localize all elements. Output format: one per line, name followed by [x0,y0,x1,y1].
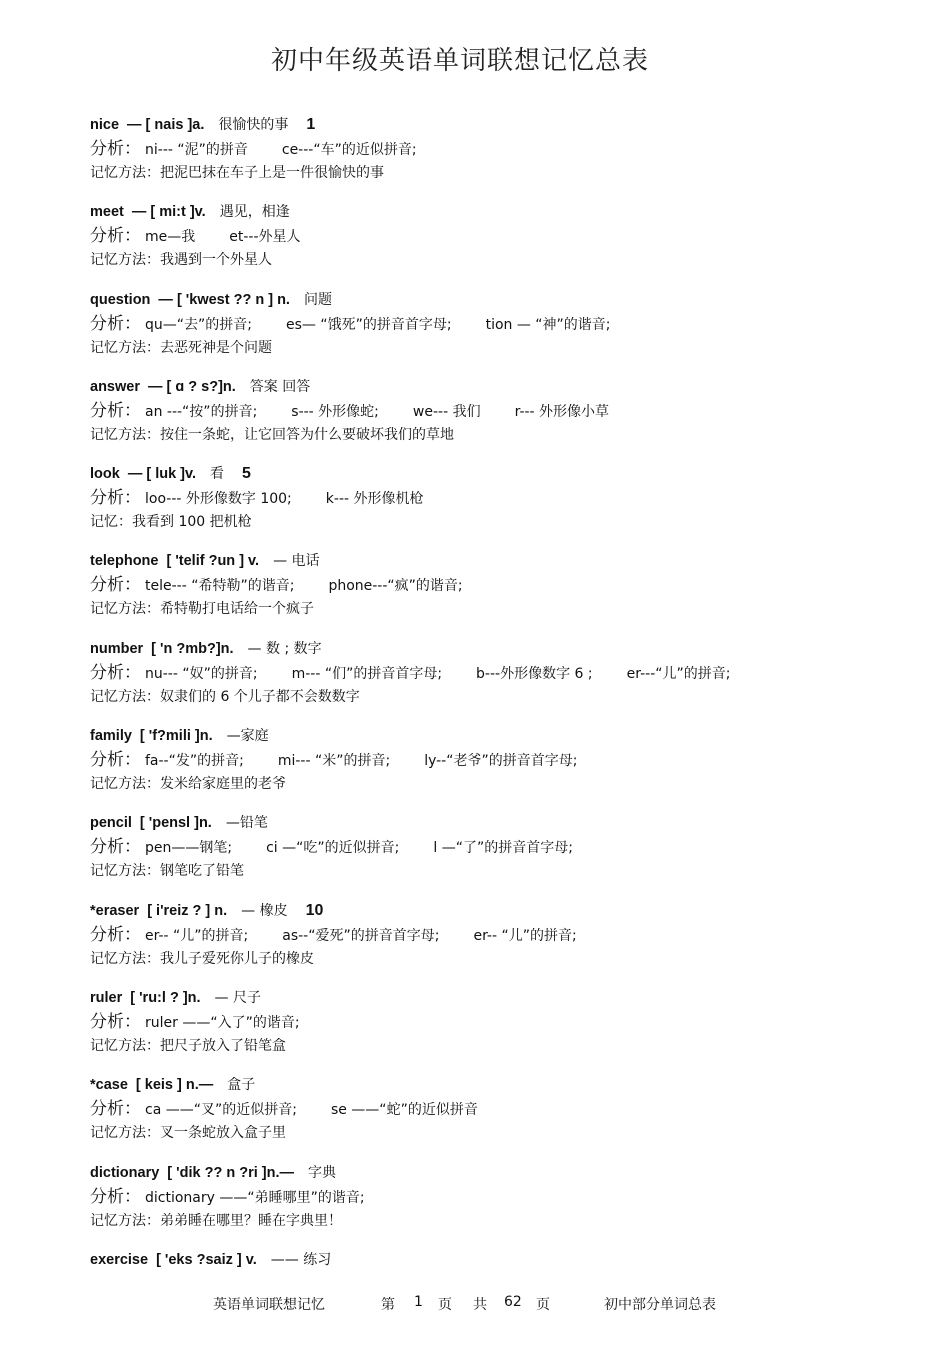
analysis-part: se ——“蛇”的近似拼音 [330,1102,478,1119]
entry-headline [90,986,910,1010]
vocab-entry [90,288,910,375]
entry-analysis [90,923,910,947]
vocab-entry [90,113,910,200]
analysis-label: 分析： [90,837,141,858]
entry-index-number: 1 [306,116,316,133]
entry-headline [90,375,910,399]
analysis-part: tion — “神”的谐音; [485,316,611,333]
analysis-label: 分析： [90,575,141,596]
entry-headline [90,200,910,224]
analysis-part: et---外星人 [229,229,301,246]
entry-memory-method: 记忆方法：奴隶们的 6 个儿子都不会数数字 [90,688,360,705]
entry-meaning: 答案 回答 [249,378,311,395]
entry-headline [90,1248,910,1272]
entry-phonetic: — [ 'kwest ?? n ] n. [158,291,290,308]
analysis-part: ci —“吃”的近似拼音; [266,840,400,857]
vocab-entry [90,1161,910,1248]
vocab-entry [90,549,910,636]
footer-total-suffix: 页 [536,1297,550,1313]
entry-headline [90,1073,910,1097]
entry-word: nice [90,117,120,133]
entry-memory-method: 记忆：我看到 100 把机枪 [90,514,252,531]
analysis-label: 分析： [90,1186,141,1207]
analysis-label: 分析： [90,1011,141,1032]
footer-page-number: 1 [414,1294,423,1310]
entry-memory-method: 记忆方法：发米给家庭里的老爷 [90,776,286,793]
entry-index-number: 10 [305,901,324,919]
entry-phonetic: [ 'eks ?saiz ] v. [156,1251,257,1268]
entry-headline [90,113,910,137]
entry-phonetic: [ 'telif ?un ] v. [166,553,260,570]
vocab-entry [90,462,910,549]
analysis-part: k--- 外形像机枪 [325,491,424,508]
entry-analysis [90,137,910,161]
analysis-label: 分析： [90,139,141,159]
entry-analysis [90,224,910,248]
analysis-part: qu—“去”的拼音; [145,316,252,333]
entry-word: answer [90,378,140,395]
analysis-part: er-- “儿”的拼音; [473,927,577,944]
analysis-part: pen——钢笔; [145,840,233,857]
entry-word: *eraser [90,902,140,919]
entry-word: meet [90,204,124,221]
vocab-entry [90,899,910,986]
analysis-label: 分析： [90,750,141,771]
entry-meaning: — 尺子 [214,989,261,1006]
entry-phonetic: [ 'ru:l ? ]n. [130,989,201,1006]
entry-memory-method: 记忆方法：弟弟睡在哪里？睡在字典里！ [90,1212,342,1229]
entry-meaning: 字典 [307,1164,336,1181]
footer-total-pages: 62 [504,1294,522,1310]
entry-phonetic: [ 'pensl ]n. [139,815,212,832]
page-title: 初中年级英语单词联想记忆总表 [270,46,649,76]
analysis-label: 分析： [90,400,141,421]
analysis-label: 分析： [90,924,141,945]
entry-phonetic: [ 'n ?mb?]n. [151,640,234,657]
entry-analysis [90,835,910,859]
entry-headline [90,288,910,312]
entry-meaning: —铅笔 [225,815,268,832]
vocab-entry [90,986,910,1073]
entry-meaning: — 电话 [273,553,320,570]
analysis-part: r--- 外形像小草 [514,403,610,420]
page-footer [0,1294,950,1314]
entry-word: ruler [90,989,123,1006]
footer-page-prefix: 第 [381,1297,395,1313]
entry-memory-method: 记忆方法：希特勒打电话给一个疯子 [90,601,314,618]
entry-meaning: — 数 ; 数字 [247,640,322,657]
entry-phonetic: — [ nais ]a. [127,117,205,133]
entry-meaning: — 橡皮 [241,902,288,919]
entry-meaning: 盒子 [227,1077,256,1094]
analysis-part: ruler ——“入了”的谐音; [145,1014,300,1031]
entry-memory-method: 记忆方法：叉一条蛇放入盒子里 [90,1125,286,1142]
analysis-part: es— “饿死”的拼音首字母; [285,316,452,333]
analysis-part: as--“爱死”的拼音首字母; [282,927,440,944]
entry-memory-method: 记忆方法：钢笔吃了铅笔 [90,863,244,880]
entry-list [90,113,910,1335]
entry-analysis [90,399,910,423]
entry-word: family [90,728,132,745]
entry-analysis [90,486,910,510]
analysis-part: an ---“按”的拼音; [145,403,258,420]
analysis-label: 分析： [90,313,141,334]
entry-word: look [90,466,120,483]
analysis-part: loo--- 外形像数字 100; [145,491,292,508]
analysis-part: dictionary ——“弟睡哪里”的谐音; [145,1189,365,1206]
entry-analysis [90,312,910,336]
entry-phonetic: — [ luk ]v. [127,466,197,483]
analysis-part: ly--“老爷”的拼音首字母; [424,753,578,770]
vocab-entry [90,375,910,462]
entry-memory-method: 记忆方法：把泥巴抹在车子上是一件很愉快的事 [90,165,384,181]
entry-analysis [90,1097,910,1121]
analysis-label: 分析： [90,226,141,247]
entry-memory-method: 记忆方法：我儿子爱死你儿子的橡皮 [90,950,314,967]
analysis-part: b---外形像数字 6 ; [476,665,593,682]
entry-phonetic: [ 'dik ?? n ?ri ]n.— [167,1164,294,1181]
footer-total-prefix: 共 [473,1297,487,1313]
entry-word: telephone [90,553,159,570]
vocab-entry [90,1248,910,1335]
footer-page-mid: 页 [438,1297,452,1313]
footer-left: 英语单词联想记忆 [213,1297,325,1313]
entry-meaning: —— 练习 [270,1251,332,1268]
analysis-label: 分析： [90,662,141,683]
vocab-entry [90,1073,910,1160]
entry-word: question [90,291,151,308]
analysis-label: 分析： [90,488,141,509]
entry-word: exercise [90,1251,149,1268]
entry-memory-method: 记忆方法：把尺子放入了铅笔盒 [90,1037,286,1054]
entry-headline [90,724,910,748]
analysis-part: fa--“发”的拼音; [145,753,244,770]
analysis-part: ca ——“叉”的近似拼音; [145,1102,297,1119]
entry-meaning: 问题 [303,291,332,308]
entry-analysis [90,1185,910,1209]
analysis-part: l —“了”的拼音首字母; [433,840,573,857]
vocab-entry [90,637,910,724]
entry-headline [90,637,910,661]
entry-phonetic: [ i'reiz ? ] n. [147,902,228,919]
analysis-part: er---“儿”的拼音; [626,665,731,682]
analysis-part: nu--- “奴”的拼音; [145,665,258,682]
entry-analysis [90,661,910,685]
entry-word: *case [90,1077,128,1094]
footer-right: 初中部分单词总表 [604,1297,716,1313]
entry-meaning: 很愉快的事 [218,117,289,133]
analysis-label: 分析： [90,1099,141,1120]
entry-analysis [90,748,910,772]
analysis-part: mi--- “米”的拼音; [277,753,391,770]
entry-memory-method: 记忆方法：我遇到一个外星人 [90,252,272,269]
analysis-part: s--- 外形像蛇; [291,403,379,420]
entry-memory-method: 记忆方法：按住一条蛇，让它回答为什么要破坏我们的草地 [90,426,454,443]
vocab-entry [90,724,910,811]
entry-analysis [90,1010,910,1034]
entry-meaning: —家庭 [226,728,269,745]
entry-meaning: 遇见，相逢 [219,204,290,221]
entry-index-number: 5 [242,465,251,483]
analysis-part: er-- “儿”的拼音; [145,927,249,944]
entry-headline [90,462,910,486]
entry-headline [90,811,910,835]
entry-phonetic: [ keis ] n.— [135,1077,214,1094]
analysis-part: phone---“疯”的谐音; [328,578,463,595]
entry-analysis [90,573,910,597]
analysis-part: we--- 我们 [412,403,481,420]
vocab-entry [90,811,910,898]
entry-word: pencil [90,815,132,832]
entry-phonetic: — [ mi:t ]v. [131,204,206,221]
vocab-entry [90,200,910,287]
entry-headline [90,1161,910,1185]
analysis-part: m--- “们”的拼音首字母; [291,665,443,682]
analysis-part: ni--- “泥”的拼音 [145,142,248,158]
entry-phonetic: — [ ɑ ? s?]n. [147,378,236,395]
entry-meaning: 看 [210,466,225,483]
entry-headline [90,549,910,573]
analysis-part: ce---“车”的近似拼音; [281,142,417,158]
entry-word: dictionary [90,1164,160,1181]
entry-phonetic: [ 'f?mili ]n. [139,728,213,745]
analysis-part: me—我 [145,229,196,246]
analysis-part: tele--- “希特勒”的谐音; [145,578,295,595]
entry-headline [90,899,910,923]
entry-word: number [90,640,144,657]
entry-memory-method: 记忆方法：去恶死神是个问题 [90,339,272,356]
